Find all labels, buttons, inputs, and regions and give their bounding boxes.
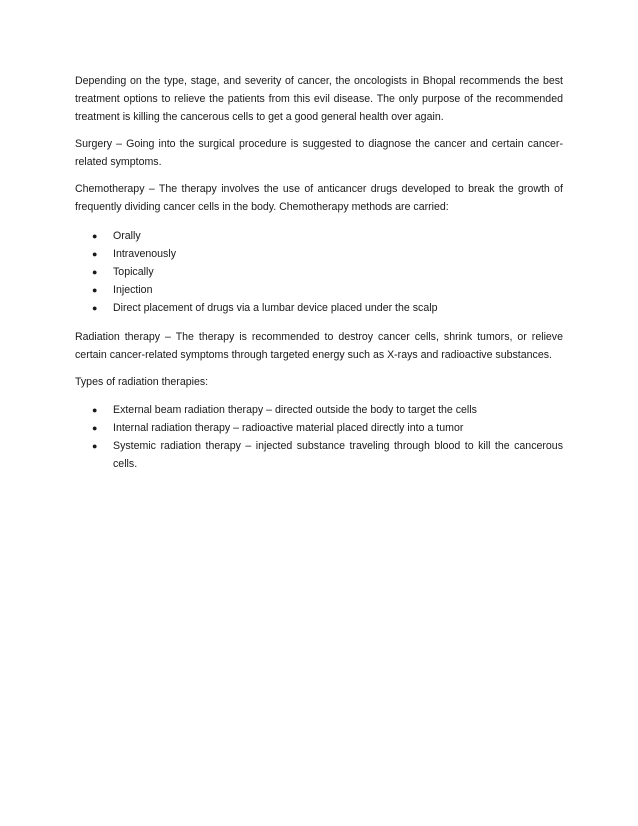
list-item bbox=[75, 299, 563, 317]
bullet-icon: ● bbox=[92, 249, 98, 259]
document-body bbox=[75, 72, 563, 484]
bullet-icon: ● bbox=[92, 405, 98, 415]
bullet-icon: ● bbox=[92, 303, 98, 313]
bullet-icon: ● bbox=[92, 231, 98, 241]
radiation-paragraph: Radiation therapy – The therapy is recommended to destroy cancer cells, shrink tumors, or relieve certain cancer-related symptoms through targeted energy such as X-rays and radioactive substances. bbox=[75, 331, 563, 361]
list-item-text: Intravenously bbox=[113, 248, 177, 260]
radiation-types-heading: Types of radiation therapies: bbox=[75, 376, 209, 388]
radiation-types-list bbox=[75, 401, 563, 473]
list-item bbox=[75, 437, 563, 473]
surgery-paragraph: Surgery – Going into the surgical procedure is suggested to diagnose the cancer and certain cancer-related symptoms. bbox=[75, 138, 563, 168]
list-item bbox=[75, 227, 563, 245]
list-item bbox=[75, 281, 563, 299]
list-item-text: Orally bbox=[113, 230, 141, 242]
list-item bbox=[75, 263, 563, 281]
intro-paragraph: Depending on the type, stage, and severity of cancer, the oncologists in Bhopal recommends the best treatment options to relieve the patients from this evil disease. The only purpose of the recommended treatment is killing the cancerous cells to get a good general health over again. bbox=[75, 75, 563, 123]
bullet-icon: ● bbox=[92, 285, 98, 295]
list-item-text: Internal radiation therapy – radioactive material placed directly into a tumor bbox=[113, 422, 464, 434]
list-item-text: Direct placement of drugs via a lumbar device placed under the scalp bbox=[113, 302, 438, 314]
list-item bbox=[75, 419, 563, 437]
chemo-methods-list bbox=[75, 227, 563, 317]
list-item-text: Injection bbox=[113, 284, 153, 296]
list-item bbox=[75, 245, 563, 263]
bullet-icon: ● bbox=[92, 441, 98, 451]
list-item-text: Systemic radiation therapy – injected substance traveling through blood to kill the cancerous cells. bbox=[113, 440, 563, 470]
bullet-icon: ● bbox=[92, 423, 98, 433]
list-item-text: External beam radiation therapy – directed outside the body to target the cells bbox=[113, 404, 477, 416]
chemotherapy-paragraph: Chemotherapy – The therapy involves the use of anticancer drugs developed to break the growth of frequently dividing cancer cells in the body. Chemotherapy methods are carried: bbox=[75, 183, 563, 213]
bullet-icon: ● bbox=[92, 267, 98, 277]
list-item bbox=[75, 401, 563, 419]
list-item-text: Topically bbox=[113, 266, 154, 278]
